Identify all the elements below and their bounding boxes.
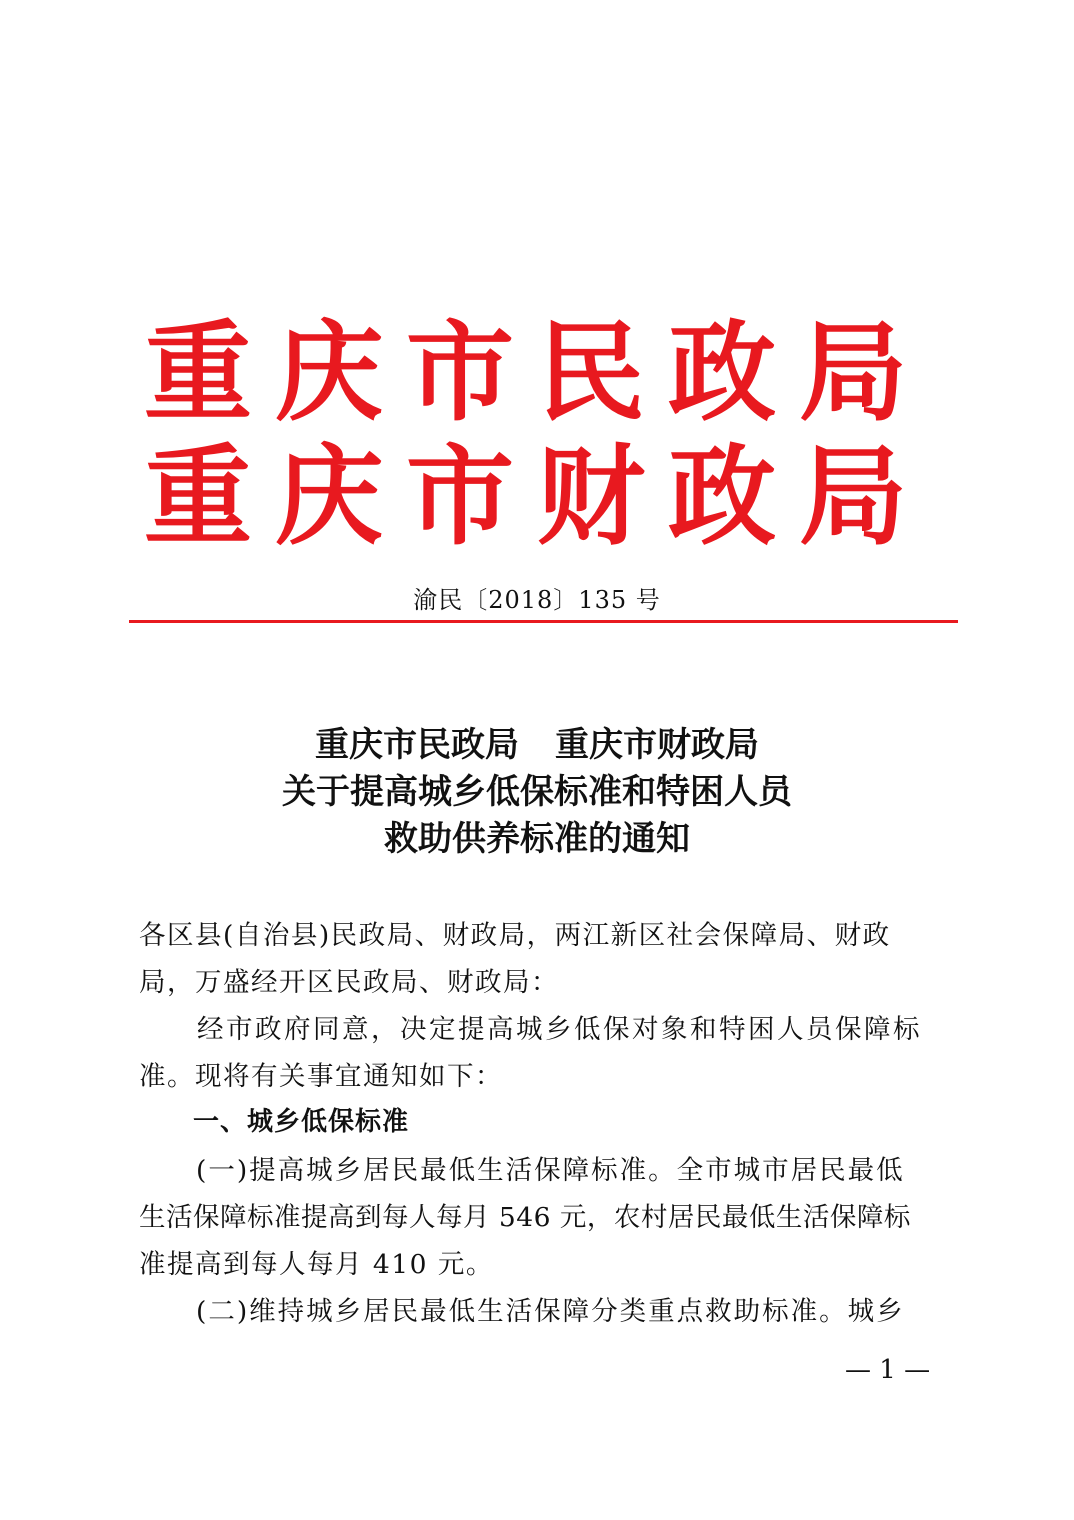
section-heading: 一、城乡低保标准: [139, 1107, 410, 1137]
page-number: — 1 —: [845, 1355, 931, 1385]
title-issuer-2: 重庆市财政局: [555, 725, 759, 765]
body-line: 生活保障标准提高到每人每月 546 元，农村居民最低生活保障标: [139, 1202, 911, 1233]
body-line: 准提高到每人每月 410 元。: [139, 1249, 494, 1280]
title-issuer-1: 重庆市民政局: [315, 725, 519, 765]
body-line: 准。现将有关事宜通知如下：: [139, 1061, 503, 1092]
issuer-line-finance: 重庆市财政局: [143, 435, 930, 560]
title-line-1: [0, 717, 1074, 766]
document-number: 渝民〔2018〕135 号: [413, 586, 661, 614]
title-line-2: 关于提高城乡低保标准和特困人员: [282, 772, 792, 812]
body-line: (一)提高城乡居民最低生活保障标准。全市城市居民最低: [139, 1155, 905, 1186]
body-line: 经市政府同意，决定提高城乡低保对象和特困人员保障标: [139, 1014, 922, 1045]
title-line-3: 救助供养标准的通知: [384, 819, 690, 859]
red-divider-line: [129, 620, 958, 623]
body-line: 局，万盛经开区民政局、财政局：: [139, 967, 559, 998]
body-line: 各区县(自治县)民政局、财政局，两江新区社会保障局、财政: [139, 920, 891, 951]
issuer-line-civil-affairs: 重庆市民政局: [143, 311, 930, 436]
body-line: (二)维持城乡居民最低生活保障分类重点救助标准。城乡: [139, 1296, 905, 1327]
